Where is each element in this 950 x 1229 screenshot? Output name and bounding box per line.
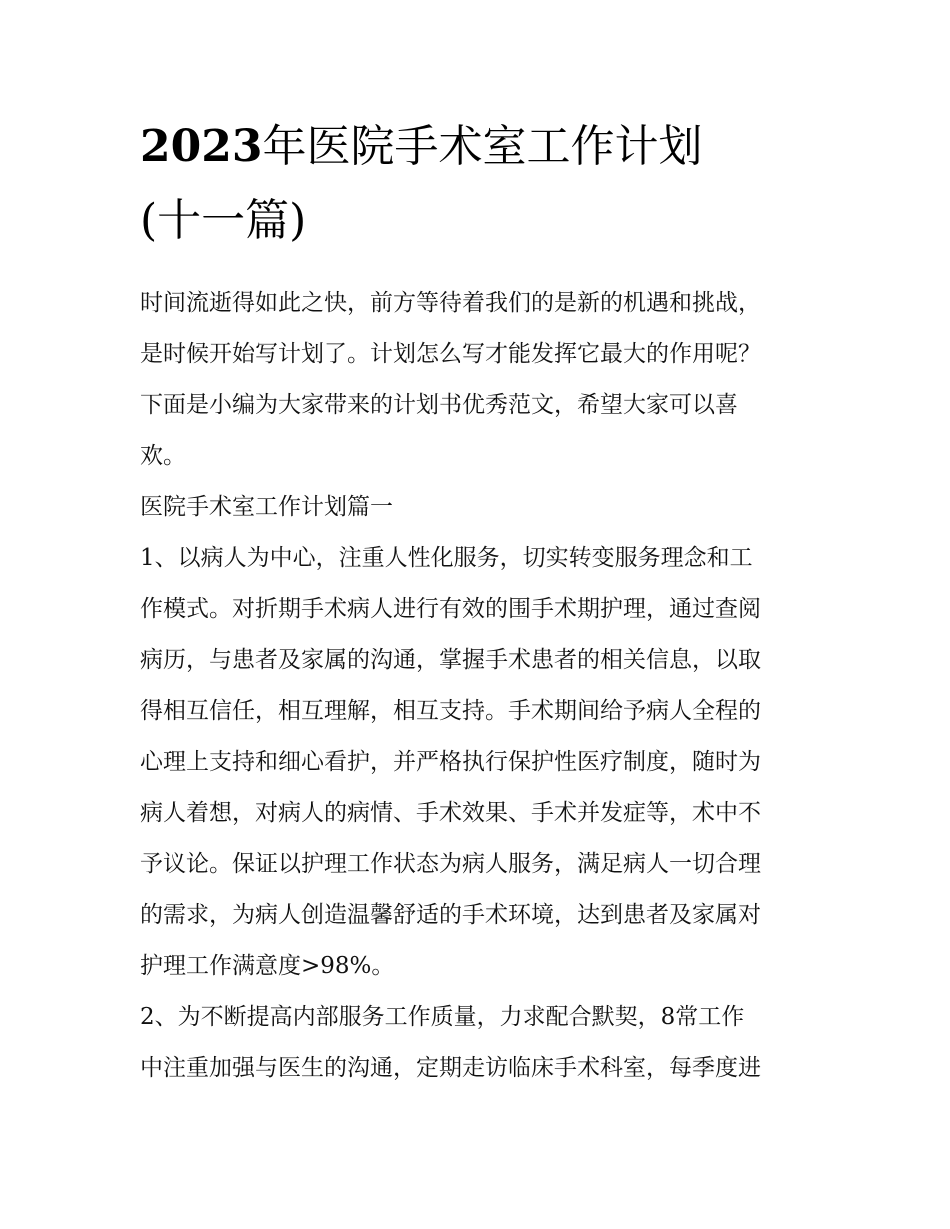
text-line: 是时候开始写计划了。计划怎么写才能发挥它最大的作用呢？ [140,341,761,367]
document-body [140,278,820,1094]
text-line: 中注重加强与医生的沟通，定期走访临床手术科室，每季度进 [140,1055,761,1081]
section-heading-text: 医院手术室工作计划篇一 [140,494,393,520]
text-line: 病历，与患者及家属的沟通，掌握手术患者的相关信息，以取 [140,647,761,673]
text-line: 病人着想，对病人的病情、手术效果、手术并发症等，术中不 [140,800,761,826]
text-line: 心理上支持和细心看护，并严格执行保护性医疗制度，随时为 [140,749,761,775]
title-subtitle: (十一篇) [140,195,307,246]
page-title [140,110,820,258]
text-line: 时间流逝得如此之快，前方等待着我们的是新的机遇和挑战， [140,290,761,316]
text-line: 下面是小编为大家带来的计划书优秀范文，希望大家可以喜 [140,392,738,418]
text-line: 护理工作满意度>98%。 [140,953,395,979]
intro-paragraph [140,278,820,482]
section-heading [140,482,820,533]
text-line: 1、以病人为中心，注重人性化服务，切实转变服务理念和工 [140,545,753,571]
text-line: 得相互信任，相互理解，相互支持。手术期间给予病人全程的 [140,698,761,724]
text-line: 2、为不断提高内部服务工作质量，力求配合默契，8常工作 [140,1004,745,1030]
title-year: 2023 [140,121,263,172]
item-1-paragraph [140,533,820,992]
item-2-paragraph [140,992,820,1094]
title-text: 年医院手术室工作计划 [262,121,703,172]
text-line: 予议论。保证以护理工作状态为病人服务，满足病人一切合理 [140,851,761,877]
text-line: 的需求，为病人创造温馨舒适的手术环境，达到患者及家属对 [140,902,761,928]
text-line: 作模式。对折期手术病人进行有效的围手术期护理，通过查阅 [140,596,761,622]
text-line: 欢。 [140,443,186,469]
